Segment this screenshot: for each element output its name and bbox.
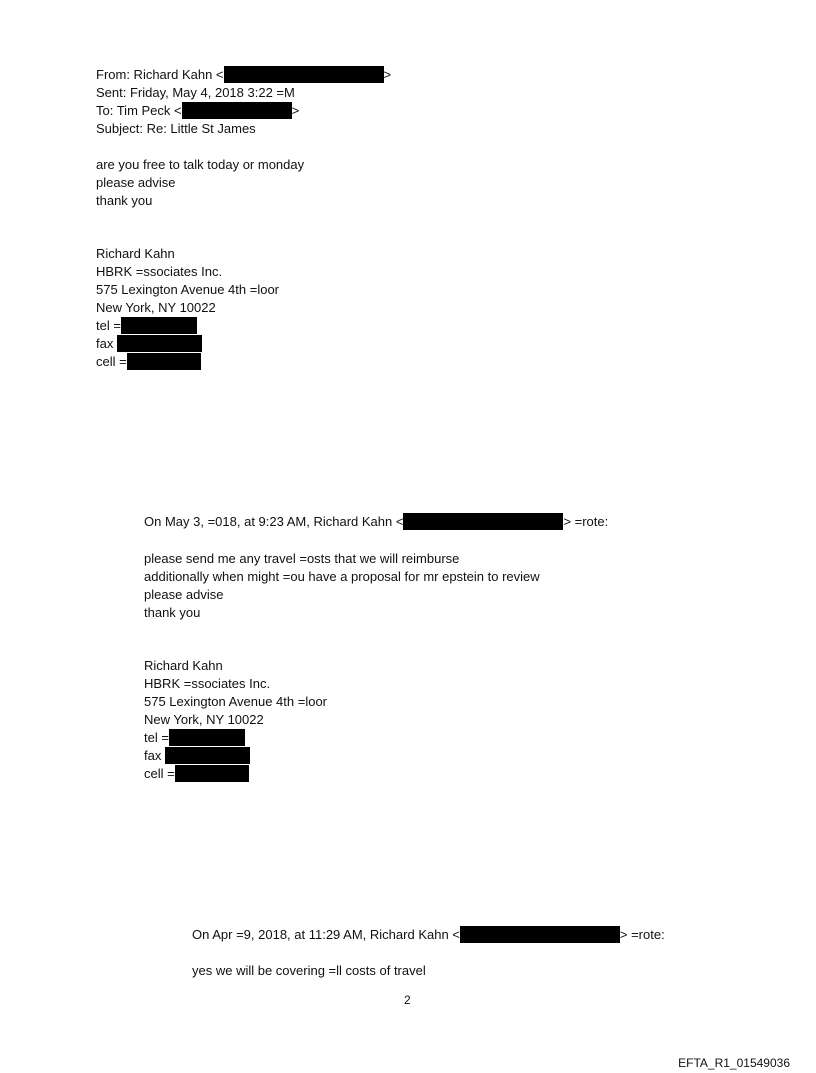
- cell-label: cell =: [144, 766, 175, 781]
- signature-fax: [96, 335, 202, 353]
- quote-intro: [192, 926, 665, 944]
- quote-line: additionally when might =ou have a proposal for mr epstein to review: [144, 569, 540, 584]
- to-label: To: Tim Peck <: [96, 103, 182, 118]
- signature-tel: [96, 317, 197, 335]
- fax-label: fax: [144, 748, 162, 763]
- quote-intro-suffix: > =rote:: [619, 927, 665, 942]
- from-label: From: Richard Kahn <: [96, 67, 224, 82]
- page-number: 2: [404, 993, 411, 1007]
- message-line: please advise: [96, 175, 176, 190]
- signature-name: Richard Kahn: [144, 658, 223, 673]
- redaction-bar: [117, 335, 202, 352]
- redaction-bar: [169, 729, 245, 746]
- sent-line: Sent: Friday, May 4, 2018 3:22 =M: [96, 85, 295, 100]
- quote-line: yes we will be covering =ll costs of travel: [192, 963, 426, 978]
- redaction-bar: [175, 765, 249, 782]
- signature-cell: [144, 765, 249, 783]
- tel-label: tel =: [96, 318, 121, 333]
- message-line: are you free to talk today or monday: [96, 157, 305, 172]
- redaction-bar: [182, 102, 292, 119]
- cell-label: cell =: [96, 354, 127, 369]
- redaction-bar: [224, 66, 384, 83]
- redaction-bar: [121, 317, 197, 334]
- redaction-bar: [165, 747, 250, 764]
- signature-cell: [96, 353, 201, 371]
- signature-name: Richard Kahn: [96, 246, 175, 261]
- document-id: EFTA_R1_01549036: [678, 1056, 790, 1070]
- quote-intro-suffix: > =rote:: [563, 514, 609, 529]
- tel-label: tel =: [144, 730, 169, 745]
- signature-tel: [144, 729, 245, 747]
- redaction-bar: [127, 353, 201, 370]
- quote-intro-prefix: On May 3, =018, at 9:23 AM, Richard Kahn <: [144, 514, 404, 529]
- signature-company: HBRK =ssociates Inc.: [144, 676, 271, 691]
- from-line: [96, 66, 391, 84]
- to-suffix: >: [291, 103, 300, 118]
- redaction-bar: [403, 513, 563, 530]
- to-line: [96, 102, 299, 120]
- message-line: thank you: [96, 193, 153, 208]
- subject-line: Subject: Re: Little St James: [96, 121, 256, 136]
- signature-company: HBRK =ssociates Inc.: [96, 264, 223, 279]
- fax-label: fax: [96, 336, 114, 351]
- signature-fax: [144, 747, 250, 765]
- from-suffix: >: [383, 67, 392, 82]
- signature-city: New York, NY 10022: [144, 712, 264, 727]
- redaction-bar: [460, 926, 620, 943]
- signature-address: 575 Lexington Avenue 4th =loor: [144, 694, 327, 709]
- signature-city: New York, NY 10022: [96, 300, 216, 315]
- quote-intro: [144, 513, 608, 531]
- quote-line: thank you: [144, 605, 201, 620]
- quote-line: please send me any travel =osts that we will reimburse: [144, 551, 460, 566]
- quote-line: please advise: [144, 587, 224, 602]
- signature-address: 575 Lexington Avenue 4th =loor: [96, 282, 279, 297]
- quote-intro-prefix: On Apr =9, 2018, at 11:29 AM, Richard Kahn <: [192, 927, 460, 942]
